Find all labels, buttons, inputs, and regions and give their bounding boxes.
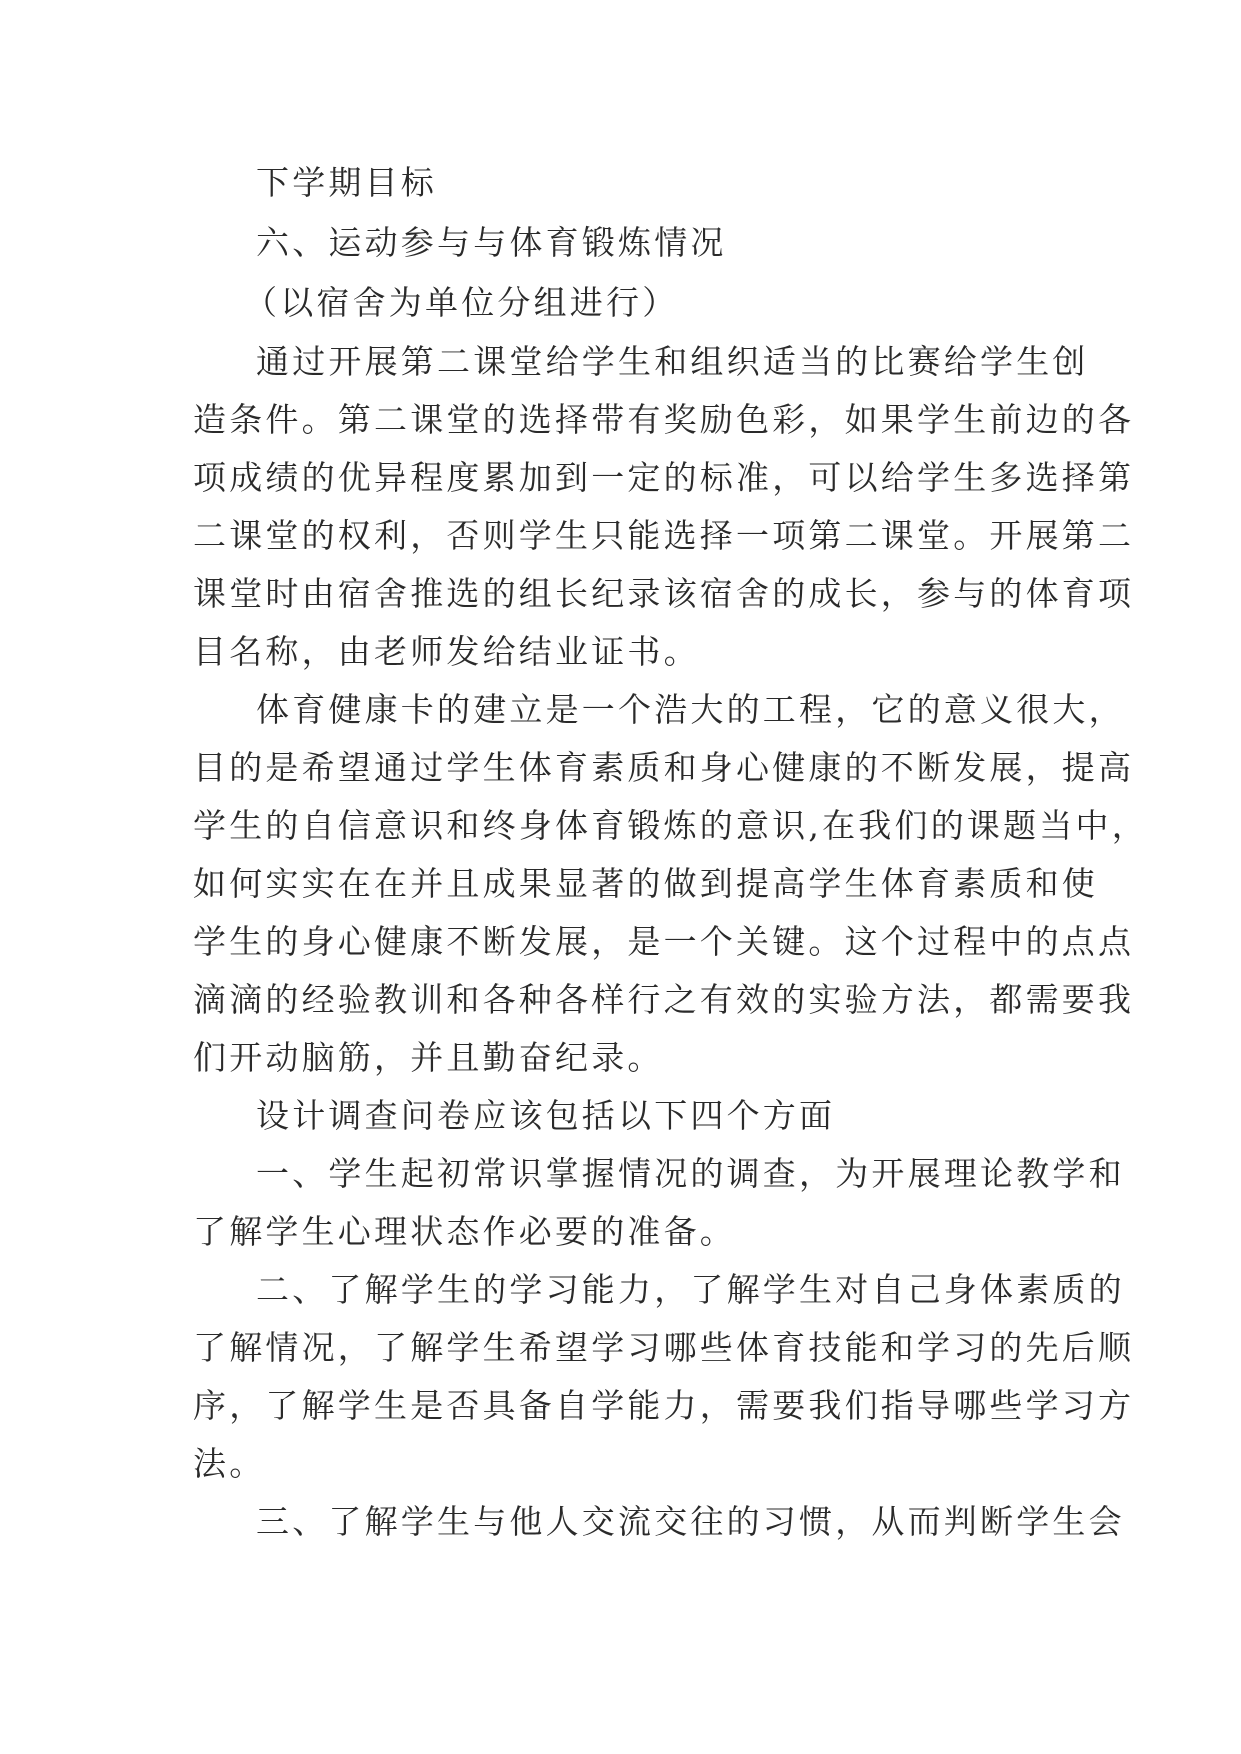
text-line: 项成绩的优异程度累加到一定的标准，可以给学生多选择第 <box>193 458 1135 497</box>
section-heading: 六、运动参与与体育锻炼情况 <box>256 223 727 262</box>
text-line: 设计调查问卷应该包括以下四个方面 <box>256 1096 836 1135</box>
text-line: 三、了解学生与他人交流交往的习惯，从而判断学生会 <box>256 1502 1125 1541</box>
text-line: 一、学生起初常识掌握情况的调查，为开展理论教学和 <box>256 1154 1125 1193</box>
text-line: 下学期目标 <box>256 163 437 202</box>
text-line: 二课堂的权利，否则学生只能选择一项第二课堂。开展第二 <box>193 516 1135 555</box>
text-line: 课堂时由宿舍推选的组长纪录该宿舍的成长，参与的体育项 <box>193 574 1135 613</box>
text-line: 学生的自信意识和终身体育锻炼的意识,在我们的课题当中， <box>193 806 1148 845</box>
text-line: 学生的身心健康不断发展，是一个关键。这个过程中的点点 <box>193 922 1135 961</box>
text-line: 目名称，由老师发给结业证书。 <box>193 632 700 671</box>
text-line: 目的是希望通过学生体育素质和身心健康的不断发展，提高 <box>193 748 1135 787</box>
text-line: 体育健康卡的建立是一个浩大的工程，它的意义很大， <box>256 690 1125 729</box>
text-line: 如何实实在在并且成果显著的做到提高学生体育素质和使 <box>193 864 1098 903</box>
text-line: 了解情况，了解学生希望学习哪些体育技能和学习的先后顺 <box>193 1328 1135 1367</box>
text-line: 滴滴的经验教训和各种各样行之有效的实验方法，都需要我 <box>193 980 1135 1019</box>
text-line: （以宿舍为单位分组进行） <box>244 283 679 322</box>
text-line: 了解学生心理状态作必要的准备。 <box>193 1212 736 1251</box>
text-line: 序，了解学生是否具备自学能力，需要我们指导哪些学习方 <box>193 1386 1135 1425</box>
text-line: 通过开展第二课堂给学生和组织适当的比赛给学生创 <box>256 342 1089 381</box>
text-line: 造条件。第二课堂的选择带有奖励色彩，如果学生前边的各 <box>193 400 1135 439</box>
text-line: 法。 <box>193 1444 266 1483</box>
text-line: 二、了解学生的学习能力，了解学生对自己身体素质的 <box>256 1270 1125 1309</box>
text-line: 们开动脑筋，并且勤奋纪录。 <box>193 1038 664 1077</box>
